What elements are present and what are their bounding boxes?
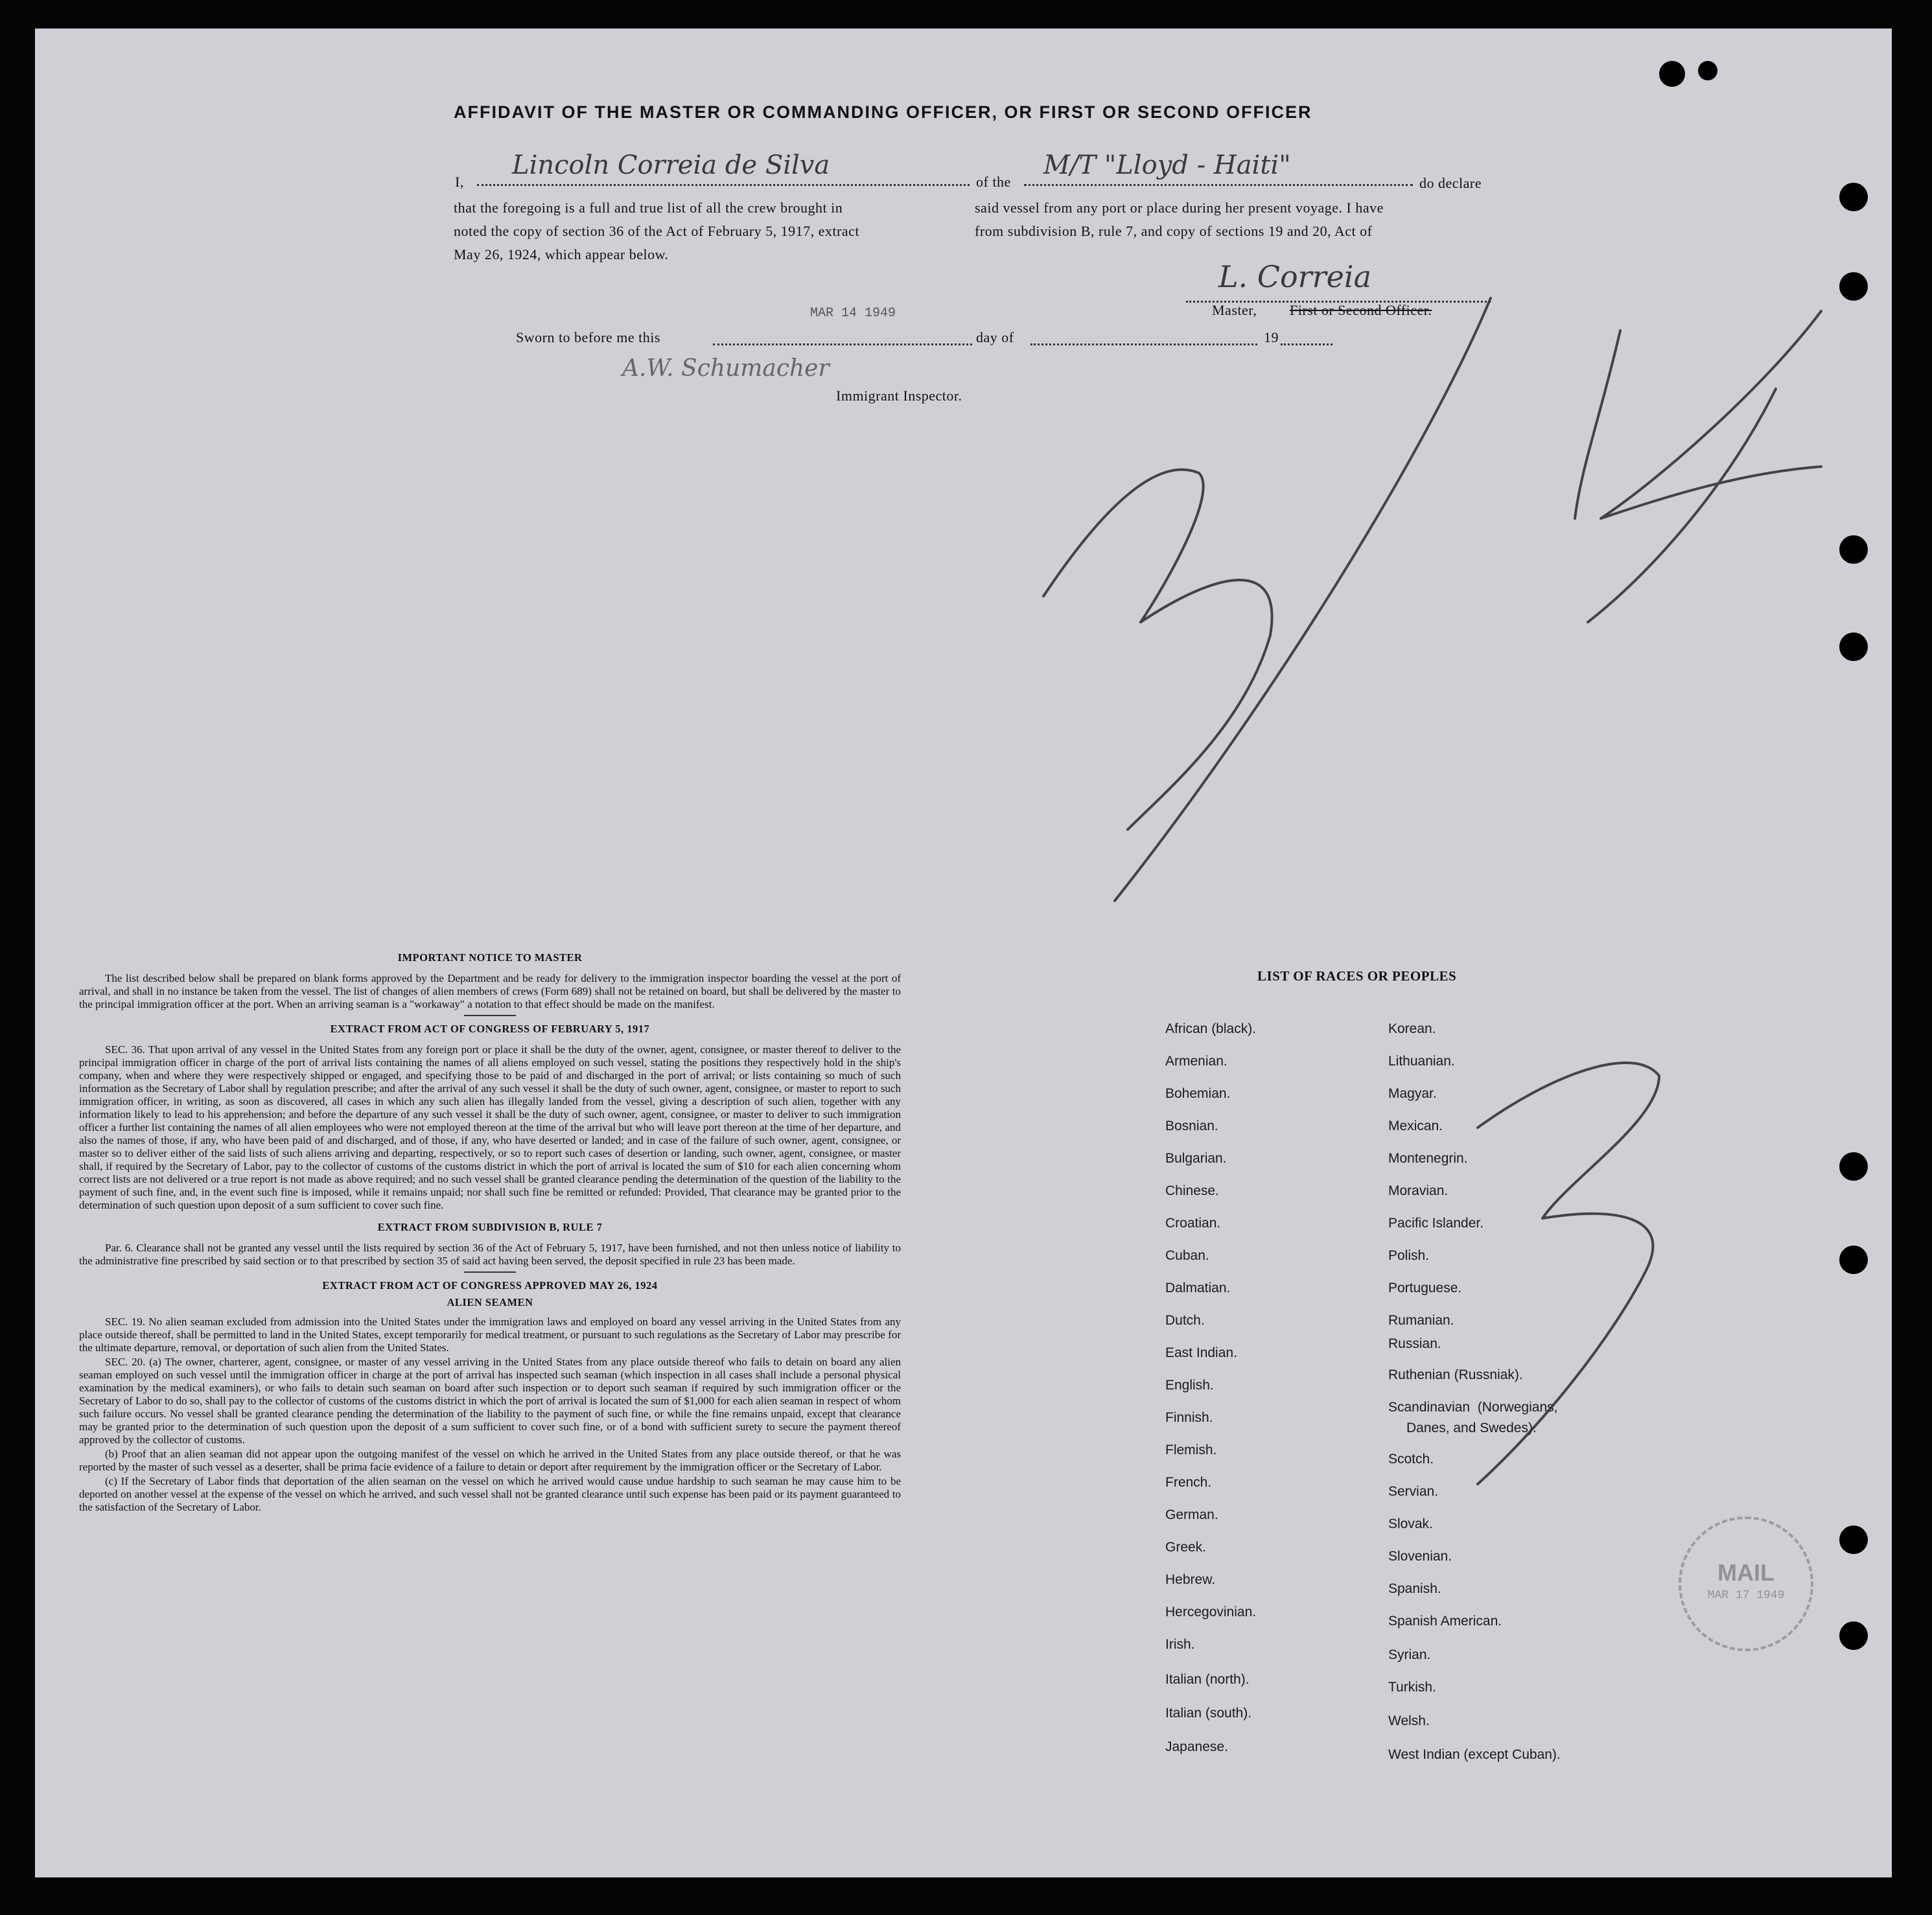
affidavit-body-right-2: from subdivision B, rule 7, and copy of sections 19 and 20, Act of xyxy=(975,223,1373,239)
race-right-item: West Indian (except Cuban). xyxy=(1388,1747,1561,1762)
section-20c-text: (c) If the Secretary of Labor finds that deportation of the alien seaman on the vessel on which he arrived would cause undue hardship to such seaman he may cause him to be deported on another vessel at the expense of the vessel on which he arrived, and such vessel shall not be granted clearance until such expense has been paid or its payment guaranteed to the satisfaction of the Secretary of Labor. xyxy=(79,1475,901,1513)
race-right-item: Polish. xyxy=(1388,1248,1430,1263)
race-left-item: Italian (north). xyxy=(1165,1672,1250,1687)
race-right-item: Montenegrin. xyxy=(1388,1151,1468,1166)
do-declare-label: do declare xyxy=(1419,175,1482,191)
section-19-text: SEC. 19. No alien seaman excluded from admission into the United States under the immigration laws and employed on board any vessel arriving in the United States from any place outside thereof, shall be permitted to land in the United States, except temporarily for medical treatment, or pursuant to such regulations as the Secretary of Labor may prescribe for the ultimate departure, removal, or deportation of such alien from the United States. xyxy=(79,1316,901,1354)
sworn-date-stamp: MAR 14 1949 xyxy=(810,306,896,321)
race-right-item: Spanish American. xyxy=(1388,1614,1502,1629)
officer-struck-label: First or Second Officer. xyxy=(1290,302,1432,318)
race-right-item: Welsh. xyxy=(1388,1713,1430,1728)
race-left-item: Bohemian. xyxy=(1165,1086,1231,1101)
affidavit-body-left-3: May 26, 1924, which appear below. xyxy=(454,246,669,262)
race-left-item: Finnish. xyxy=(1165,1410,1213,1425)
race-right-item: Syrian. xyxy=(1388,1647,1431,1662)
notice-title: IMPORTANT NOTICE TO MASTER xyxy=(397,951,583,964)
master-label: Master, xyxy=(1212,302,1257,318)
race-right-item: Ruthenian (Russniak). xyxy=(1388,1367,1523,1382)
section-20b-text: (b) Proof that an alien seaman did not appear upon the outgoing manifest of the vessel on which he arrived in the United States from any place outside thereof, or that he was reported by the master of such vessel as a deserter, shall be prima facie evidence of a failure to detain or deport after requirement by the immigration officer or the Secretary of Labor. xyxy=(79,1448,901,1473)
race-left-item: French. xyxy=(1165,1475,1212,1490)
race-right-item: Lithuanian. xyxy=(1388,1054,1455,1069)
race-right-item: Slovenian. xyxy=(1388,1549,1452,1564)
race-left-item: Italian (south). xyxy=(1165,1706,1252,1721)
race-right-item: Rumanian. xyxy=(1388,1313,1454,1328)
race-left-item: Irish. xyxy=(1165,1637,1195,1652)
sworn-label: Sworn to before me this xyxy=(516,329,660,345)
race-left-item: Dutch. xyxy=(1165,1313,1205,1328)
race-right-item: Pacific Islander. xyxy=(1388,1216,1484,1231)
race-right-item: Scandinavian (Norwegians, xyxy=(1388,1400,1558,1415)
extract-rule7-title: EXTRACT FROM SUBDIVISION B, RULE 7 xyxy=(377,1221,603,1233)
inspector-label: Immigrant Inspector. xyxy=(836,388,962,404)
race-left-item: Chinese. xyxy=(1165,1183,1219,1198)
affidavit-body-left-2: noted the copy of section 36 of the Act of February 5, 1917, extract xyxy=(454,223,860,239)
extract-1917-title: EXTRACT FROM ACT OF CONGRESS OF FEBRUARY 5, 1917 xyxy=(330,1023,650,1035)
extract-1924-title: EXTRACT FROM ACT OF CONGRESS APPROVED MAY 26, 1924 xyxy=(322,1279,658,1292)
inspector-signature: A.W. Schumacher xyxy=(622,355,830,382)
race-left-item: Armenian. xyxy=(1165,1054,1228,1069)
section-20a-text: SEC. 20. (a) The owner, charterer, agent, consignee, or master of any vessel arriving in the United States from any place outside thereof who fails to detain on board any alien seaman employed on such vessel until the immigration officer in charge at the port of arrival has inspected such seaman (which inspection in all cases shall include a personal physical examination by the medical examiners), or who fails to detain such seaman on board after such inspection or to deport such seaman if required by such immigration officer or the Secretary of Labor to do so, shall pay to the collector of customs of the customs district in which the port of arrival is located the sum of $1,000 for each alien seaman in respect of whom such failure occurs. No vessel shall be granted clearance pending the determination of the liability to the payment of such fine, or while the fine remains unpaid, except that clearance may be granted prior to the determination of such question upon the deposit of a sum sufficient to cover such fine, or of a bond with sufficient surety to secure the payment thereof approved by the collector of customs. xyxy=(79,1356,901,1446)
race-right-item: Turkish. xyxy=(1388,1680,1436,1695)
race-right-item: Scotch. xyxy=(1388,1452,1434,1467)
master-name-handwriting: Lincoln Correia de Silva xyxy=(512,150,830,180)
affidavit-body-left-1: that the foregoing is a full and true list of all the crew brought in xyxy=(454,200,843,216)
race-left-item: Cuban. xyxy=(1165,1248,1209,1263)
race-left-item: Bulgarian. xyxy=(1165,1151,1227,1166)
year-prefix: 19 xyxy=(1264,329,1279,345)
day-of-label: day of xyxy=(976,329,1014,345)
race-left-item: Hebrew. xyxy=(1165,1572,1216,1587)
section-36-text: SEC. 36. That upon arrival of any vessel in the United States from any foreign port or place it shall be the duty of the owner, agent, consignee, or master thereof to deliver to the principal immigration officer in charge of the port of arrival lists containing the names of all aliens employed on such vessel, stating the positions they respectively hold in the ship's company, when and where they were respectively shipped or engaged, and specifying those to be paid of and discharged in the port of arrival; or lists containing so much of such information as the Secretary of Labor shall by regulation prescribe; and after the arrival of any such vessel it shall be the duty of such owner, agent, consignee, or master to report to such immigration officer, in writing, as soon as discovered, all cases in which any such alien has illegally landed from the vessel, giving a description of such alien, together with any information likely to lead to his apprehension; and before the departure of any such vessel it shall be the duty of such owner, agent, consignee, or master to deliver to such immigration officer a further list containing the names of all alien employees who were not employed thereon at the time of the arrival but who will leave port thereon at the time of her departure, and also the names of those, if any, who have been paid of and discharged, and of those, if any, who have deserted or landed; and in case of the failure of such owner, agent, consignee, or master so to deliver either of the said lists of such aliens arriving and departing, respectively, or so to report such cases of desertion or landing, such owner, agent, consignee, or master shall, if required by the Secretary of Labor, pay to the collector of customs of the customs district in which the port of arrival is located the sum of $10 for each alien concerning whom correct lists are not delivered or a true report is not made as above required; and no such vessel shall be granted clearance pending the determination of the question of the liability to the payment of such fine, and, in the event such fine is imposed, while it remains unpaid; nor shall such fine be remitted or refunded: Provided, That clearance may be granted prior to the determination of such question upon deposit of a sum sufficient to cover such fine. xyxy=(79,1043,901,1211)
race-left-item: Greek. xyxy=(1165,1540,1207,1555)
race-left-item: East Indian. xyxy=(1165,1345,1237,1360)
race-right-item: Portuguese. xyxy=(1388,1281,1462,1295)
races-title: LIST OF RACES OR PEOPLES xyxy=(1257,968,1457,984)
alien-seamen-title: ALIEN SEAMEN xyxy=(447,1296,533,1308)
notice-body: The list described below shall be prepared on blank forms approved by the Department and be ready for delivery to the immigration inspector boarding the vessel at the port of arrival, and shall in no instance be taken from the vessel. The list of changes of alien members of crews (Form 689) shall not be retained on board, but shall be delivered by the master to the principal immigration officer at the port. When an arriving seaman is a "workaway" a notation to that effect should be made on the manifest. xyxy=(79,972,901,1010)
paragraph-6-text: Par. 6. Clearance shall not be granted any vessel until the lists required by section 36 of the Act of February 5, 1917, have been furnished, and not then unless notice of liability to the administrative fine prescribed by said section or to that prescribed by section 35 of said act having been served, the deposit specified in rule 23 has been made. xyxy=(79,1242,901,1267)
race-left-item: Croatian. xyxy=(1165,1216,1221,1231)
race-right-item: Korean. xyxy=(1388,1021,1436,1036)
pencil-stroke xyxy=(1043,470,1272,830)
vessel-name-handwriting: M/T "Lloyd - Haiti" xyxy=(1043,150,1291,180)
race-right-item: Russian. xyxy=(1388,1336,1441,1351)
race-left-item: German. xyxy=(1165,1507,1218,1522)
affidavit-title: AFFIDAVIT OF THE MASTER OR COMMANDING OFFICER, OR FIRST OR SECOND OFFICER xyxy=(454,102,1312,122)
race-right-item-continued: Danes, and Swedes). xyxy=(1406,1421,1537,1435)
master-signature: L. Correia xyxy=(1218,259,1372,294)
pencil-stroke xyxy=(1575,331,1620,518)
race-right-item: Mexican. xyxy=(1388,1119,1443,1133)
race-left-item: Flemish. xyxy=(1165,1443,1217,1457)
race-left-item: Dalmatian. xyxy=(1165,1281,1231,1295)
pencil-stroke xyxy=(1478,1063,1659,1484)
mail-stamp-text: MAIL xyxy=(1717,1559,1775,1586)
race-right-item: Moravian. xyxy=(1388,1183,1449,1198)
race-left-item: African (black). xyxy=(1165,1021,1257,1036)
race-right-item: Spanish. xyxy=(1388,1581,1441,1596)
race-left-item: Bosnian. xyxy=(1165,1119,1218,1133)
race-left-item: Japanese. xyxy=(1165,1739,1228,1754)
affidavit-body-right-1: said vessel from any port or place during her present voyage. I have xyxy=(975,200,1384,216)
race-right-item: Slovak. xyxy=(1388,1516,1433,1531)
pencil-stroke xyxy=(1588,389,1776,622)
affidavit-i-prefix: I, xyxy=(455,174,464,190)
race-left-item: English. xyxy=(1165,1378,1214,1393)
pencil-stroke xyxy=(1115,298,1491,901)
of-the-label: of the xyxy=(976,174,1011,190)
race-right-item: Magyar. xyxy=(1388,1086,1437,1101)
race-left-item: Hercegovinian. xyxy=(1165,1605,1257,1619)
mail-stamp-date: MAR 17 1949 xyxy=(1707,1589,1785,1602)
pencil-stroke xyxy=(1601,311,1821,518)
race-right-item: Servian. xyxy=(1388,1484,1439,1499)
